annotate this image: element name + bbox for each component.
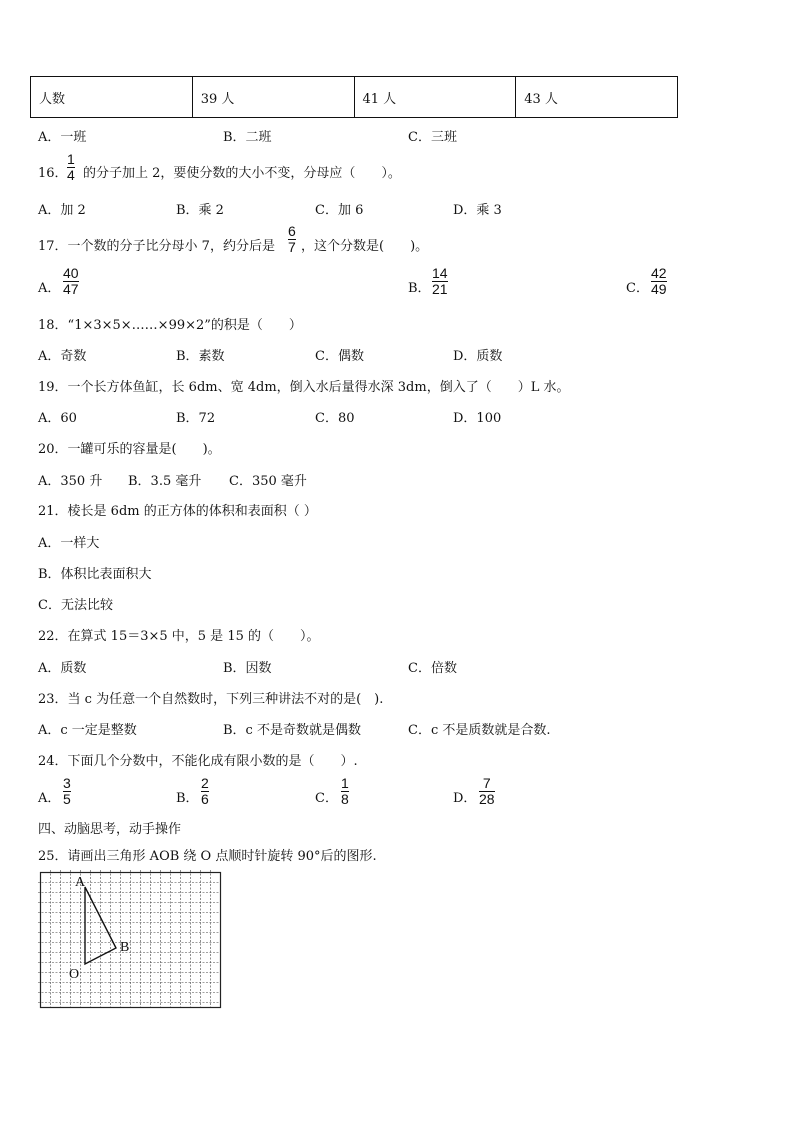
q24-question: 24．下面几个分数中，不能化成有限小数的是（ ）. (38, 754, 358, 769)
q17-fraction (288, 224, 296, 255)
q17-question-end: ，这个分数是( )。 (301, 239, 429, 254)
section-heading: 四、动脑思考，动手操作 (38, 822, 182, 837)
fraction-numerator: 1 (67, 151, 75, 167)
point-label-a: A (75, 875, 86, 890)
q24-option-d-label: D． (453, 791, 477, 806)
fraction-numerator: 1 (341, 775, 349, 791)
table-cell: 39 人 (192, 77, 354, 118)
fraction-numerator: 42 (651, 265, 667, 281)
people-count-table (30, 76, 678, 118)
q16-number: 16． (38, 166, 68, 181)
q15-option-b: B．二班 (223, 130, 272, 145)
q24-option-c-fraction (341, 776, 349, 807)
point-label-b: B (120, 940, 130, 955)
fraction-denominator: 4 (67, 167, 75, 183)
q17-option-c-fraction (651, 266, 667, 297)
q17-option-c-label: C． (626, 281, 649, 296)
fraction-denominator: 47 (63, 281, 79, 297)
q20-question: 20．一罐可乐的容量是( )。 (38, 442, 221, 457)
fraction-denominator: 49 (651, 281, 667, 297)
q16-fraction (67, 152, 75, 183)
q16-option-d: D．乘 3 (453, 203, 502, 218)
q17-option-b-fraction (432, 266, 448, 297)
q20-option-c: C．350 毫升 (229, 474, 307, 489)
q18-option-c: C．偶数 (315, 349, 364, 364)
q24-option-a-label: A． (38, 791, 61, 806)
q19-option-b: B．72 (176, 411, 216, 426)
q22-option-b: B．因数 (223, 661, 272, 676)
fraction-denominator: 7 (288, 239, 296, 255)
q16-option-b: B．乘 2 (176, 203, 224, 218)
fraction-numerator: 6 (288, 223, 296, 239)
q21-option-c: C．无法比较 (38, 598, 113, 613)
q20-option-b: B．3.5 毫升 (128, 474, 202, 489)
q20-option-a: A．350 升 (38, 474, 103, 489)
q21-option-a: A．一样大 (38, 536, 100, 551)
fraction-numerator: 2 (201, 775, 209, 791)
q24-option-a-fraction (63, 776, 71, 807)
q23-option-c: C．c 不是质数就是合数. (408, 723, 551, 738)
point-label-o: O (69, 967, 80, 982)
q23-question: 23．当 c 为任意一个自然数时，下列三种讲法不对的是( ). (38, 692, 384, 707)
q15-option-c: C．三班 (408, 130, 457, 145)
q22-option-a: A．质数 (38, 661, 87, 676)
q18-option-a: A．奇数 (38, 349, 87, 364)
q19-option-a: A．60 (38, 411, 77, 426)
q16-question: 的分子加上 2，要使分数的大小不变，分母应（ ）。 (83, 166, 401, 181)
q19-option-d: D．100 (453, 411, 502, 426)
fraction-numerator: 7 (482, 775, 491, 791)
q24-option-b-fraction (201, 776, 209, 807)
q24-option-b-label: B． (176, 791, 199, 806)
fraction-denominator: 21 (432, 281, 448, 297)
q17-option-a-label: A． (38, 281, 61, 296)
q18-question: 18．“1×3×5×……×99×2”的积是（ ） (38, 318, 302, 333)
fraction-denominator: 6 (201, 791, 209, 807)
q17-option-b-label: B． (408, 281, 431, 296)
q25-question: 25．请画出三角形 AOB 绕 O 点顺时针旋转 90°后的图形. (38, 849, 377, 864)
fraction-numerator: 40 (63, 265, 79, 281)
q17-option-a-fraction (63, 266, 79, 297)
fraction-denominator: 8 (341, 791, 349, 807)
q19-option-c: C．80 (315, 411, 355, 426)
table-cell: 人数 (31, 77, 193, 118)
q22-option-c: C．倍数 (408, 661, 457, 676)
q23-option-b: B．c 不是奇数就是偶数 (223, 723, 361, 738)
q18-option-d: D．质数 (453, 349, 503, 364)
grid-lines (38, 870, 220, 1008)
q16-option-c: C．加 6 (315, 203, 364, 218)
fraction-numerator: 3 (63, 775, 71, 791)
fraction-denominator: 5 (63, 791, 71, 807)
q22-question: 22．在算式 15＝3×5 中，5 是 15 的（ ）。 (38, 629, 320, 644)
q23-option-a: A．c 一定是整数 (38, 723, 137, 738)
q24-option-c-label: C． (315, 791, 338, 806)
q18-option-b: B．素数 (176, 349, 225, 364)
table-cell: 41 人 (354, 77, 516, 118)
grid-figure (38, 870, 223, 1010)
q16-option-a: A．加 2 (38, 203, 86, 218)
fraction-denominator: 28 (479, 791, 495, 807)
table-cell: 43 人 (516, 77, 678, 118)
q17-question-start: 17．一个数的分子比分母小 7，约分后是 (38, 239, 275, 254)
q21-option-b: B．体积比表面积大 (38, 567, 152, 582)
q15-option-a: A．一班 (38, 130, 87, 145)
q24-option-d-fraction (479, 776, 495, 807)
q19-question: 19．一个长方体鱼缸，长 6dm、宽 4dm，倒入水后量得水深 3dm，倒入了（ ）L 水。 (38, 380, 570, 395)
fraction-numerator: 14 (432, 265, 448, 281)
q21-question: 21．棱长是 6dm 的正方体的体积和表面积（ ） (38, 504, 317, 519)
